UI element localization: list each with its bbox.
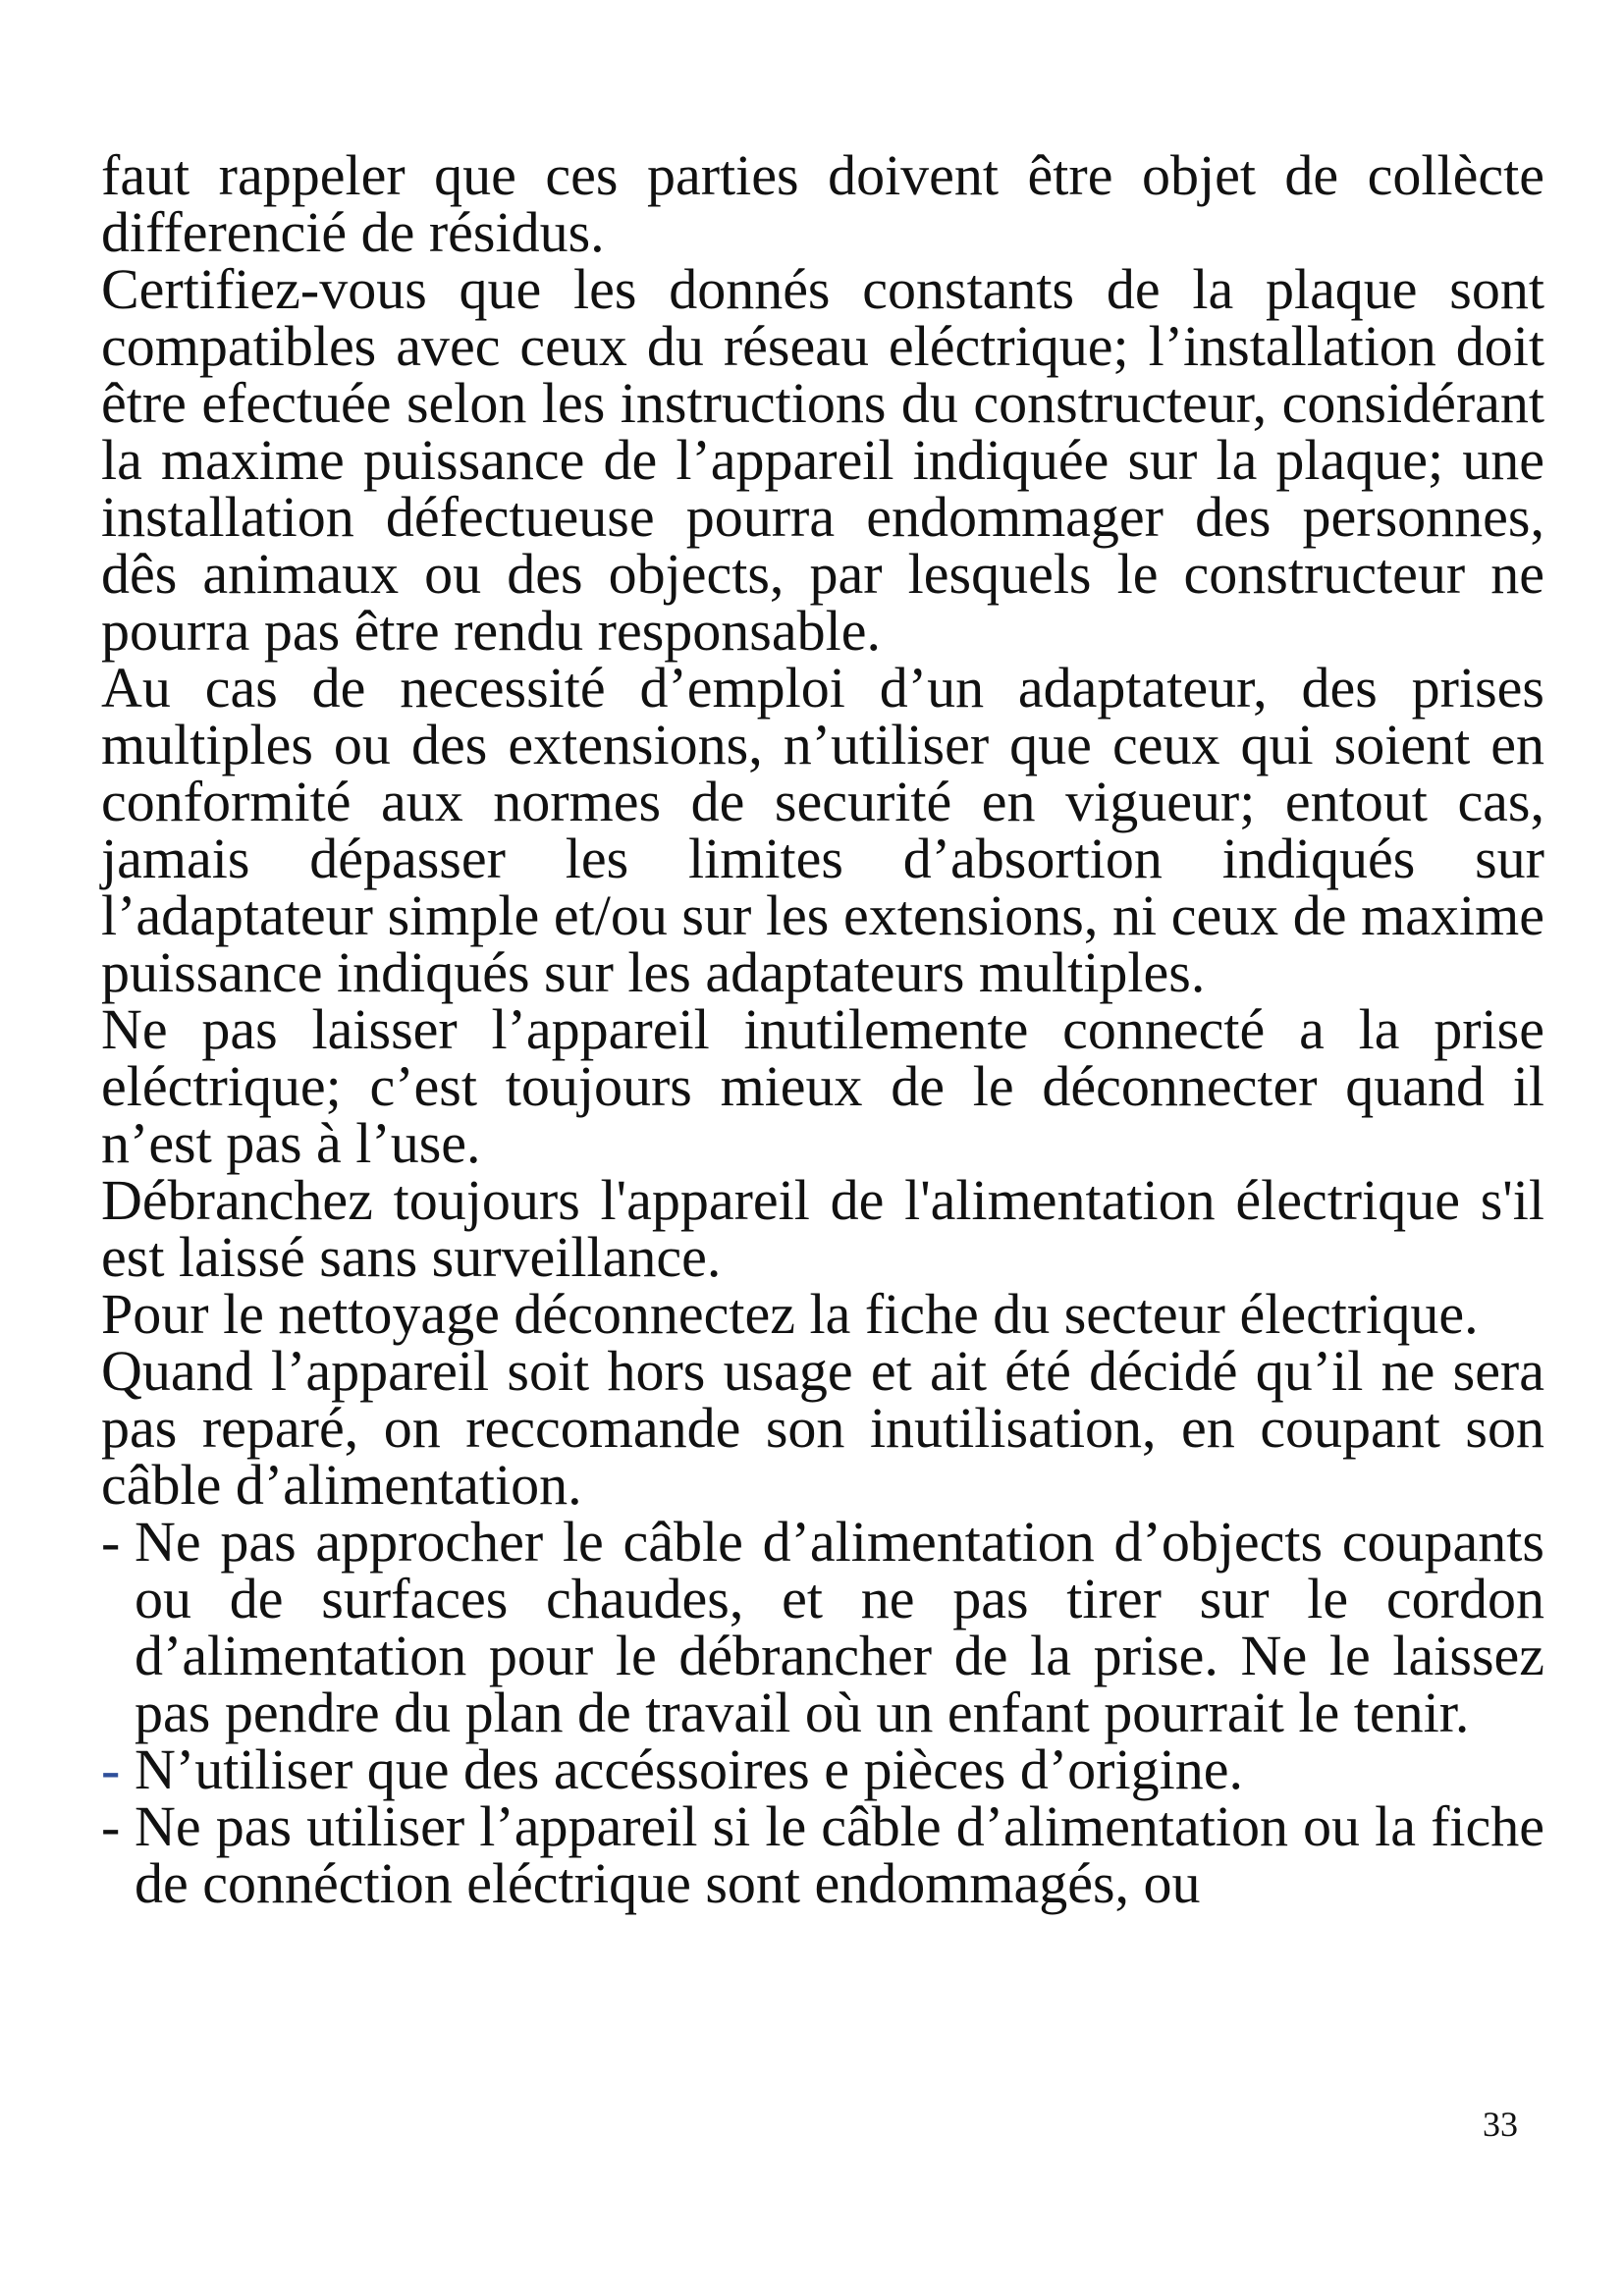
bullet-text: Ne pas approcher le câble d’alimentation d’objects coupants ou de surfaces chaudes, et ne pas tirer sur le cordon d’alimentation pour le débrancher de la prise. Ne le laissez pas pendre du plan de travail où un enfant pourrait le tenir. <box>135 1510 1544 1744</box>
paragraph-6: Pour le nettoyage déconnectez la fiche du secteur électrique. <box>101 1282 1479 1346</box>
bullet-dash: - <box>101 1737 121 1801</box>
bullet-text: Ne pas utiliser l’appareil si le câble d’alimentation ou la fiche de connéction eléctrique sont endommagés, ou <box>135 1794 1544 1915</box>
bullet-dash: - <box>101 1794 121 1858</box>
bullet-item-3 <box>101 1794 1544 1915</box>
paragraph-3: Au cas de necessité d’emploi d’un adaptateur, des prises multiples ou des extensions, n’utiliser que ceux qui soient en conformité aux normes de securité en vigueur; entout cas, jamais dépasser les limites d’absortion indiqués sur l’adaptateur simple et/ou sur les extensions, ni ceux de maxime puissance indiqués sur les adaptateurs multiples. <box>101 656 1544 1004</box>
paragraph-5: Débranchez toujours l'appareil de l'alimentation électrique s'il est laissé sans surveillance. <box>101 1168 1544 1289</box>
document-page <box>101 143 1544 1915</box>
bullet-dash: - <box>101 1510 121 1574</box>
bullet-item-1 <box>101 1510 1544 1744</box>
page-number: 33 <box>1483 2105 1518 2144</box>
paragraph-4: Ne pas laisser l’appareil inutilemente connecté a la prise eléctrique; c’est toujours mieux de le déconnecter quand il n’est pas à l’use. <box>101 997 1544 1175</box>
bullet-text: N’utiliser que des accéssoires e pièces d’origine. <box>135 1737 1243 1801</box>
paragraph-7: Quand l’appareil soit hors usage et ait été décidé qu’il ne sera pas reparé, on reccomande son inutilisation, en coupant son câble d’alimentation. <box>101 1339 1544 1517</box>
paragraph-1: faut rappeler que ces parties doivent être objet de collècte differencié de résidus. <box>101 143 1544 264</box>
paragraph-2: Certifiez-vous que les donnés constants de la plaque sont compatibles avec ceux du réseau eléctrique; l’installation doit être efectuée selon les instructions du constructeur, considérant la maxime puissance de l’appareil indiquée sur la plaque; une installation défectueuse pourra endommager des personnes, dês animaux ou des objects, par lesquels le constructeur ne pourra pas être rendu responsable. <box>101 257 1544 663</box>
bullet-item-2 <box>101 1737 1544 1801</box>
